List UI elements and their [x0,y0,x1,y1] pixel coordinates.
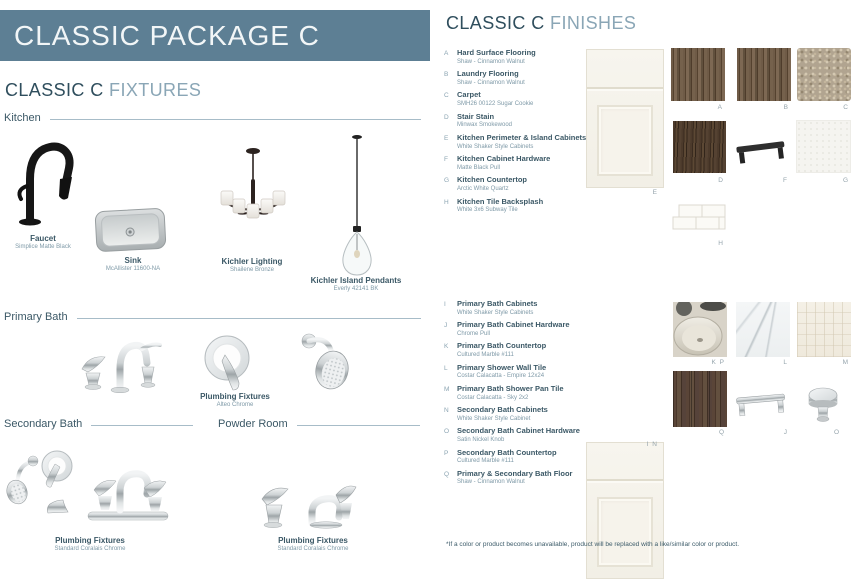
swatch-label-q: Q [718,429,725,436]
swatch-label-in: I N [646,441,658,448]
primary-bath-faucet-image [76,333,162,393]
finish-title: Secondary Bath Cabinets [457,405,548,415]
finish-letter: N [444,407,449,415]
finish-item-i [444,300,659,316]
swatch-bath-floor [673,371,727,427]
finish-title: Carpet [457,90,481,100]
package-title-banner [0,10,430,61]
finish-subtitle: Shaw - Cinnamon Walnut [457,479,525,486]
finish-letter: Q [444,470,450,478]
door-panel [597,497,653,567]
powder-room-faucet-image [252,477,358,529]
finish-title: Primary Bath Countertop [457,341,547,351]
kitchen-faucet-image [14,134,78,226]
finish-subtitle: Cultured Marble #111 [457,352,514,359]
fixtures-heading-secondary: FIXTURES [109,80,202,100]
swatch-label-l: L [783,359,788,366]
section-secondary-bath [4,418,193,430]
swatch-satin-nickel-knob [804,386,842,426]
footnote: *If a color or product becomes unavailable, product will be replaced with a like/similar color or product. [446,541,740,548]
door-rail [587,479,663,481]
finish-letter: E [444,134,449,142]
finish-title: Kitchen Perimeter & Island Cabinets [457,132,587,142]
primary-bath-valve-image [202,333,252,395]
finish-letter: G [444,177,450,185]
swatch-label-o: O [833,429,840,436]
swatch-kitchen-countertop [796,120,851,173]
primary-bath-showerhead-image [296,332,356,394]
finish-letter: A [444,50,449,57]
finish-letter: P [444,449,449,457]
finish-letter: B [444,71,449,79]
caption-subtitle: Standard Coralais Chrome [54,546,126,553]
fixtures-heading-primary: CLASSIC C [5,80,104,100]
swatch-stair-stain [673,121,726,173]
finish-subtitle: Matte Black Pull [457,164,501,171]
finishes-heading [446,13,636,34]
section-kitchen-label: Kitchen [4,112,41,124]
section-secondary-bath-label: Secondary Bath [4,418,83,430]
powder-room-caption [263,536,363,553]
swatch-label-j: J [783,429,788,436]
section-primary-bath [4,311,421,323]
finish-title: Secondary Bath Cabinet Hardware [457,426,580,436]
finish-letter: H [444,198,449,206]
kitchen-pendant-image [338,134,376,278]
swatch-label-g: G [842,177,849,184]
caption-title: Plumbing Fixtures [55,536,125,545]
swatch-label-d: D [718,177,724,184]
caption-title: Plumbing Fixtures [200,392,270,401]
finish-letter: F [444,156,448,164]
finish-letter: J [444,322,448,330]
section-rule [297,425,420,426]
swatch-label-f: F [783,177,788,184]
swatch-label-c: C [843,104,849,111]
page-title: CLASSIC PACKAGE C [14,19,320,51]
caption-subtitle: McAllister 11600-NA [105,266,161,273]
section-rule [91,425,193,426]
caption-title: Plumbing Fixtures [278,536,348,545]
finish-title: Laundry Flooring [457,69,519,79]
finish-letter: M [444,385,450,393]
finish-subtitle: Costar Calacatta - Empire 12x24 [457,373,545,380]
finish-letter: K [444,343,449,351]
finish-subtitle: Minwax Smokewood [457,122,513,129]
swatch-label-a: A [717,104,723,111]
caption-subtitle: Standard Coralais Chrome [277,546,349,553]
finish-title: Primary Shower Wall Tile [457,362,547,372]
kitchen-chandelier-image [220,147,286,257]
finish-title: Hard Surface Flooring [457,48,536,57]
section-kitchen [4,112,421,124]
finish-subtitle: White Shaker Style Cabinet [457,415,531,422]
finish-title: Stair Stain [457,111,495,121]
finish-subtitle: Costar Calacatta - Sky 2x2 [457,394,529,401]
finish-title: Primary & Secondary Bath Floor [457,468,573,478]
caption-title: Kichler Island Pendants [310,276,402,285]
finish-title: Secondary Bath Countertop [457,447,557,457]
finish-letter: O [444,428,450,436]
finish-subtitle: Arctic White Quartz [457,185,509,192]
caption-title: Kichler Lighting [221,257,283,266]
finish-title: Primary Bath Shower Pan Tile [457,383,564,393]
secondary-bath-fixtures-image [2,448,178,530]
finish-item-k [444,342,659,358]
kitchen-sink-caption [90,256,176,273]
swatch-cabinet-door-kitchen [586,49,664,188]
swatch-label-h: H [718,240,724,247]
finish-title: Primary Bath Cabinets [457,299,538,308]
swatch-chrome-pull [728,384,794,424]
finish-subtitle: White Shaker Style Cabinets [457,143,534,150]
finish-letter: C [444,92,449,100]
swatch-matte-black-pull [728,130,794,174]
swatch-shower-wall-tile [736,302,790,357]
finish-item-j [444,321,659,337]
swatch-hard-surface-flooring [671,48,725,101]
finish-subtitle: Shaw - Cinnamon Walnut [457,58,525,65]
primary-bath-caption [185,392,285,409]
finish-subtitle: Chrome Pull [457,330,491,337]
caption-subtitle: Everly 42141 BK [333,286,379,293]
finish-letter: I [444,301,446,308]
swatch-cultured-marble [673,302,727,357]
swatch-laundry-flooring [737,48,791,101]
finish-subtitle: White 3x6 Subway Tile [457,207,518,214]
finish-item-l [444,364,659,380]
caption-title: Faucet [30,234,56,243]
section-powder-room [218,418,420,430]
kitchen-pendant-caption [306,276,406,293]
kitchen-sink-image [93,206,168,254]
finish-subtitle: SMH26 00122 Sugar Cookie [457,101,534,108]
finish-subtitle: Satin Nickel Knob [457,436,505,443]
finish-subtitle: Cultured Marble #111 [457,458,514,465]
secondary-bath-caption [40,536,140,553]
finish-title: Kitchen Tile Backsplash [457,196,544,206]
swatch-label-b: B [783,104,789,111]
caption-title: Sink [124,256,142,265]
door-panel [597,105,653,176]
section-rule [77,318,421,319]
section-powder-room-label: Powder Room [218,418,288,430]
fixtures-heading [5,80,201,101]
swatch-label-e: E [652,189,658,196]
swatch-shower-pan-tile [797,302,851,357]
finish-subtitle: White Shaker Style Cabinets [457,309,534,316]
finish-letter: D [444,113,449,121]
caption-subtitle: Simplice Matte Black [15,244,71,251]
finish-title: Kitchen Countertop [457,175,527,185]
finish-item-h [444,198,659,214]
section-rule [50,119,421,120]
finish-item-m [444,385,659,401]
finish-subtitle: Shaw - Cinnamon Walnut [457,79,525,86]
caption-subtitle: Alteo Chrome [216,402,254,409]
finish-title: Primary Bath Cabinet Hardware [457,320,570,330]
kitchen-faucet-caption [2,234,84,251]
finishes-heading-secondary: FINISHES [550,13,637,33]
swatch-subway-tile [672,204,726,232]
caption-subtitle: Shailene Bronze [229,267,275,274]
swatch-label-m: M [842,359,849,366]
swatch-cabinet-door-bath [586,442,664,579]
kitchen-chandelier-caption [211,257,293,274]
finish-item-n [444,406,659,422]
finishes-heading-primary: CLASSIC C [446,13,545,33]
section-primary-bath-label: Primary Bath [4,311,68,323]
swatch-carpet [797,48,851,101]
finish-title: Kitchen Cabinet Hardware [457,154,551,164]
finish-letter: L [444,364,448,372]
swatch-label-kp: K P [711,359,725,366]
door-rail [587,87,663,89]
